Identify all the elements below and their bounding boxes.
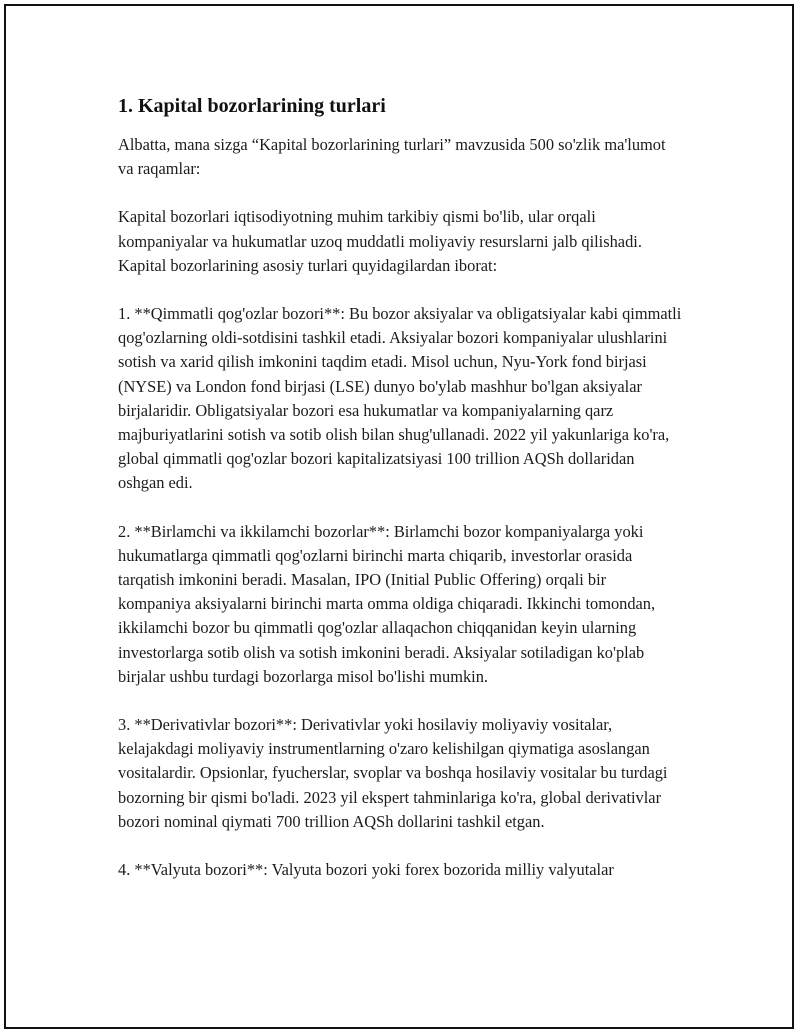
derivatives-market-paragraph: 3. **Derivativlar bozori**: Derivativlar yoki hosilaviy moliyaviy vositalar, kelajakdagi moliyaviy instrumentlarning o'zaro kelishilgan qiymatiga asoslangan vositalardir. Opsionlar, fyucherslar, svoplar va boshqa hosilaviy vositalar bu turdagi bozorning bir qismi bo'ladi. 2023 yil ekspert tahminlariga ko'ra, global derivativlar bozori nominal qiymati 700 trillion AQSh dollarini tashkil etgan. xyxy=(118,715,668,831)
section-heading: 1. Kapital bozorlarining turlari xyxy=(118,95,386,117)
securities-market-paragraph: 1. **Qimmatli qog'ozlar bozori**: Bu bozor aksiyalar va obligatsiyalar kabi qimmatli qog'ozlarning oldi-sotdisini tashkil etadi. Aksiyalar bozori kompaniyalar ulushlarini sotish va xarid qilish imkonini taqdim etadi. Misol uchun, Nyu-York fond birjasi (NYSE) va London fond birjasi (LSE) dunyo bo'ylab mashhur bo'lgan aksiyalar birjalaridir. Obligatsiyalar bozori esa hukumatlar va kompaniyalarning qarz majburiyatlarini sotish va sotib olish bilan shug'ullanadi. 2022 yil yakunlariga ko'ra, global qimmatli qog'ozlar bozori kapitalizatsiyasi 100 trillion AQSh dollaridan oshgan edi. xyxy=(118,304,682,493)
document-body xyxy=(118,93,683,906)
currency-market-paragraph: 4. **Valyuta bozori**: Valyuta bozori yoki forex bozorida milliy valyutalar xyxy=(118,860,614,880)
intro-paragraph: Albatta, mana sizga “Kapital bozorlarining turlari” mavzusida 500 so'zlik ma'lumot va raqamlar: xyxy=(118,135,666,179)
overview-paragraph: Kapital bozorlari iqtisodiyotning muhim tarkibiy qismi bo'lib, ular orqali kompaniyalar va hukumatlar uzoq muddatli moliyaviy resurslarni jalb qilishadi. Kapital bozorlarining asosiy turlari quyidagilardan iborat: xyxy=(118,207,642,275)
primary-secondary-market-paragraph: 2. **Birlamchi va ikkilamchi bozorlar**: Birlamchi bozor kompaniyalarga yoki hukumatlarga qimmatli qog'ozlarni birinchi marta chiqarib, investorlar orasida tarqatish imkonini beradi. Masalan, IPO (Initial Public Offering) orqali bir kompaniya aksiyalarni birinchi marta omma oldiga chiqaradi. Ikkinchi tomondan, ikkilamchi bozor bu qimmatli qog'ozlar allaqachon chiqqanidan keyin ularning investorlarga sotib olish va sotish imkonini beradi. Aksiyalar sotiladigan ko'plab birjalar ushbu turdagi bozorlarga misol bo'lishi mumkin. xyxy=(118,521,656,686)
